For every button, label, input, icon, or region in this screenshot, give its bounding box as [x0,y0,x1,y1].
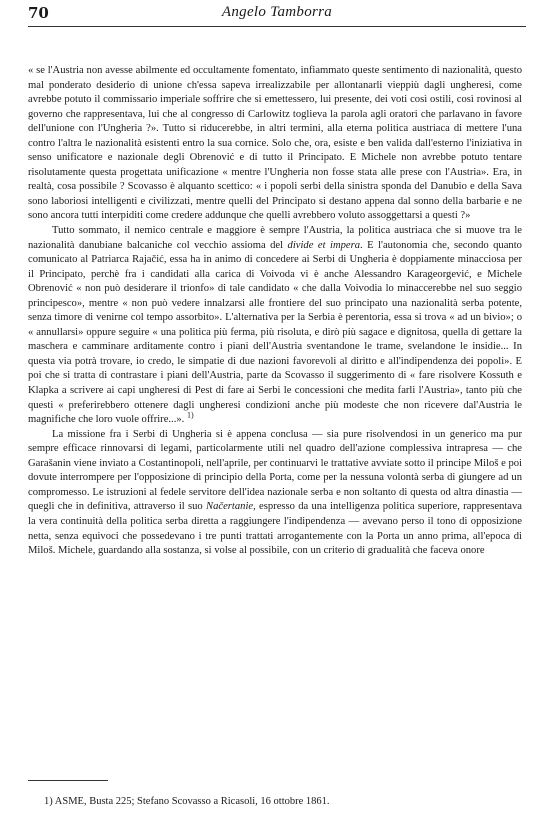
page-header [28,4,526,27]
text-run: La missione fra i Serbi di Ungheria si è appena conclusa — sia pure risolvendosi in un generico ma pur sempre efficace rinnovarsi di legami, particolarmente utili nel quadro dell'azione complessiva intrapresa — che Garašanin viene inviato a Costantinopoli, nell'aprile, per continuarvi le trattative avviate sotto il principe Miloš e poi dovute interrompere per l'opposizione di principio della Porta, come per la nessuna volontà serba di giungere ad un compromesso. Le istruzioni al fedele servitore dell'idea nazionale serba e non soltanto di questa od altra dinastia — quegli che in definitiva, attraverso il suo [28,428,522,513]
text-run: Tutto sommato, il nemico centrale e maggiore è sempre l'Austria, la politica austriaca che si muove tra le nazionalità danubiane balcaniche col vecchio assioma del [28,225,522,251]
paragraph-p2 [28,224,522,428]
paragraph-p3 [28,428,522,559]
footnote-rule [28,780,108,781]
paragraph-p1 [28,64,522,224]
text-run: . E l'autonomia che, secondo quanto comunicato al Patriarca Rajačić, essa ha in animo di concedere ai Serbi di Ungheria è doppiamente minacciosa per il Principato, perchè fra i candidati alla carica di Voivoda vi è anche Alessandro Karageorgević, e Michele Obrenović « non può desiderare il trionfo» di tale candidato « che dalla Voivodia lo minaccerebbe nel suo seggio principesco», mentre « non può vedere innalzarsi alle frontiere del suo principato una nazionalità serba potente, senza timore di venirne col tempo assorbito». L'alternativa per la Serbia è perentoria, essa si trova « ad un bivio»; o « annullarsi» oppure seguire « una politica più ferma, più risoluta, e dirò più sagace e dignitosa, quella di gettare la maschera e camminare arditamente contro i piani dell'Austria sventandone le trame, svelandone le insidie... In questa via potrà trovare, io credo, le simpatie di due nazioni favorevoli al diritto e all'indipendenza dei popoli». E poi che si tratta di contrastare i piani dell'Austria, parte da Scovasso il suggerimento di « fare risolvere Kossuth e Klapka a scrivere ai capi ungheresi di Pest di fare ai Serbi le concessioni che medita farli l'Austria», tanto più che questi « preferirebbero ottenere dagli ungheresi condizioni anche più modeste che non ricevere dal'Austria le magnifiche che loro vuole offrire...». [28,239,522,426]
page-number: 70 [28,4,49,22]
footnote [44,796,514,807]
text-run: « se l'Austria non avesse abilmente ed occultamente fomentato, infiammato queste sentimento di nazionalità, questo mal ponderato desiderio di unione ch'essa sapeva irrealizzabile per allontanarli vieppiù dagli ungheresi, come avrebbe potuto il commissario imperiale soffrire che si emettessero, lui presente, dei voti così ostili, così rovinosi al governo che rappresentava, lui che al congresso di Carlowitz toglieva la parola agli oratori che parlavano in favore dell'unione con l'Ungheria ?». Tutto si riducerebbe, in altri termini, alla eterna politica austriaca di mettere l'una contro l'altra le nazionalità esistenti entro la sua cornice. Solo che, ora, esiste e ben valida dall'esterno l'iniziativa in senso unificatore e nazionale degli Obrenović e di tutto il Principato. E Michele non avrebbe potuto tentare risolutamente questa progettata unificazione « mentre l'Ungheria non fosse stata alle prese con l'Austria». Era, in realtà, cosa possibile ? Scovasso è alquanto scettico: « i popoli serbi della sinistra sponda del Danubio e della Sava sono laboriosi intelligenti e civilizzati, mentre quelli del Principato si destano appena dal sonno della barbarie e ne sono ancora tutti interpiditi come credere addunque che quelli avrebbero voluto assoggettarsi a questi ?» [28,65,522,222]
text-run: , espresso da una intelligenza politica superiore, rappresentava la vera continuità della politica serba diretta a raggiungere l'indipendenza — avevano perso il tono di opposizione netta, senza equivoci che possedevano i tre punti trattati arrogantemente con la Porta un anno prima, all'epoca di Miloš. Michele, guardando alla sostanza, si volse al possibile, con un criterio di gradualità che faceva onore [28,501,523,557]
footnote-reference: 1) [186,410,194,420]
italic-phrase: Načertanie [206,501,254,513]
body-text [28,64,522,559]
running-head: Angelo Tamborra [221,4,333,20]
footnote-marker: 1) [44,796,53,807]
italic-phrase: divide et impera [287,239,361,251]
footnote-text: ASME, Busta 225; Stefano Scovasso a Ricasoli, 16 ottobre 1861. [54,796,330,807]
